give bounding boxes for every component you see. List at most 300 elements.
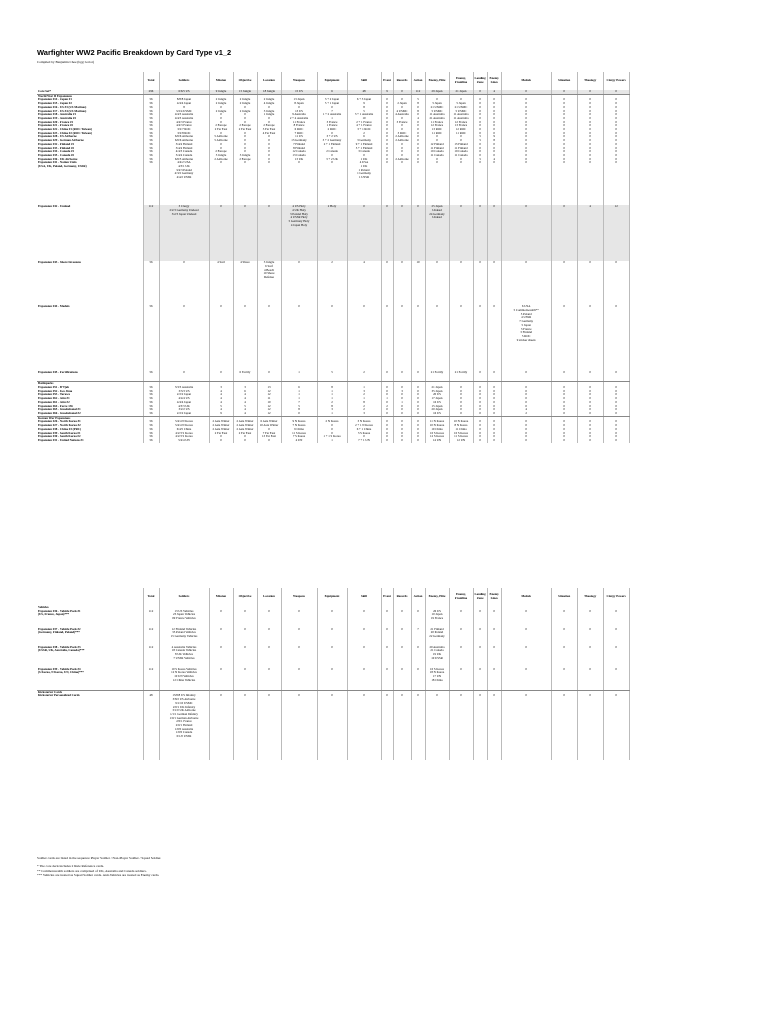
- table-cell: 2 ROC: [317, 128, 347, 132]
- table-cell: 0: [257, 121, 281, 125]
- table-cell: 2: [347, 393, 381, 397]
- table-cell: 0: [603, 610, 629, 628]
- table-cell: 3 + 2 Germany: [317, 139, 347, 143]
- table-cell: 0: [603, 386, 629, 390]
- table-cell: 0: [209, 147, 233, 151]
- table-cell: 6/6/5 Airborne: [159, 158, 209, 162]
- table-cell: 5 + 1 Finland: [347, 147, 381, 151]
- row-label: Expansion #19 - Australia #2: [38, 116, 76, 120]
- table-cell: 10 S Korea 18 N Korea 17 UN 18 China: [425, 668, 449, 691]
- row-label: Expansion #26 - North Korea #1: [38, 420, 81, 424]
- table-cell: 0: [551, 386, 577, 390]
- table-cell: 10 S Korea: [449, 432, 473, 436]
- table-cell: 0: [317, 424, 347, 428]
- table-cell: 6: [347, 135, 381, 139]
- table-cell: 1 France: [317, 124, 347, 128]
- table-cell: 0: [381, 117, 393, 121]
- table-cell: 0: [473, 424, 487, 428]
- table-cell: 8: [347, 401, 381, 405]
- table-cell: 0: [473, 261, 487, 305]
- table-cell: 3 Canada: [347, 150, 381, 154]
- table-cell: 0: [393, 143, 411, 147]
- table-cell: 12 UN: [449, 439, 473, 443]
- table-cell: 12: [257, 393, 281, 397]
- table-cell: 0: [551, 432, 577, 436]
- table-cell: 4 USMC: [393, 110, 411, 114]
- column-header: Landing Zone: [473, 588, 487, 606]
- table-row: [37, 305, 629, 371]
- table-cell: 0: [501, 161, 551, 205]
- table-cell: 0: [487, 424, 501, 428]
- table-cell: 0: [381, 102, 393, 106]
- table-cell: 0: [317, 668, 347, 691]
- column-header: Skill: [347, 72, 381, 90]
- table-cell: 5 Airborne: [209, 135, 233, 139]
- table-cell: 0: [603, 412, 629, 416]
- table-cell: 0: [577, 113, 603, 117]
- table-cell: 0: [411, 432, 425, 436]
- table-cell: 0: [393, 432, 411, 436]
- table-cell: 0: [393, 397, 411, 401]
- table-cell: 0: [551, 390, 577, 394]
- table-cell: 0: [551, 401, 577, 405]
- table-cell: 0: [473, 408, 487, 412]
- table-cell: 0: [393, 610, 411, 628]
- table-cell: 5: [233, 405, 257, 409]
- row-label: Expansion #52 - Iwo Jima: [38, 389, 73, 393]
- table-cell: 2 Airborne: [393, 135, 411, 139]
- table-cell: 0: [473, 150, 487, 154]
- table-cell: 56: [143, 128, 159, 132]
- table-cell: 0: [473, 405, 487, 409]
- table-cell: 1 UK: [347, 158, 381, 162]
- table-cell: 48: [143, 694, 159, 760]
- footnote: ** Commonwealth soldiers are comprised of UK, Australia and Canada soldiers.: [37, 868, 147, 873]
- footnote: *** Vehicles are treated as Squad Soldier cards. Anti-Vehicles are treated as Enemy cards.: [37, 873, 160, 878]
- table-cell: 8 Finland: [281, 147, 317, 151]
- table-cell: 0: [551, 128, 577, 132]
- table-cell: 13 Finland: [449, 143, 473, 147]
- table-cell: 0: [487, 408, 501, 412]
- table-cell: 56: [143, 158, 159, 162]
- table-cell: 11 ROC: [449, 132, 473, 136]
- table-cell: 0: [209, 371, 233, 382]
- table-cell: 1 Jungle: [257, 113, 281, 117]
- table-cell: 1: [381, 397, 393, 401]
- table-cell: 1: [317, 393, 347, 397]
- footnote: * The core deck includes 2 Rule Reference cards.: [37, 864, 105, 869]
- table-cell: 4 Surf: [209, 261, 233, 305]
- table-cell: 13 US Vehicles 23 Japan Vehicles 09 France Vehicles: [159, 610, 209, 628]
- table-cell: 0: [209, 143, 233, 147]
- table-cell: 20 Australia 21 Canada 19 UK 10 USSR: [425, 646, 449, 668]
- table-cell: 0: [501, 424, 551, 428]
- row-label: Expansion #23 - China #2 (ROC Taiwan): [38, 131, 92, 135]
- column-header: Objective: [233, 72, 257, 90]
- table-cell: 0: [603, 117, 629, 121]
- row-label: Expansion #32 - Finland #1: [38, 142, 75, 146]
- table-cell: 0: [487, 98, 501, 102]
- table-cell: 0: [603, 98, 629, 102]
- table-cell: 0: [577, 393, 603, 397]
- table-cell: 0: [603, 390, 629, 394]
- table-cell: 0: [233, 439, 257, 443]
- table-cell: 0: [411, 139, 425, 143]
- table-cell: 2 Jungle: [209, 102, 233, 106]
- table-cell: 8: [487, 139, 501, 143]
- table-cell: 0: [501, 139, 551, 143]
- table-cell: 56: [143, 412, 159, 416]
- table-cell: 0: [393, 435, 411, 439]
- table-cell: 0: [347, 694, 381, 760]
- table-cell: 0: [381, 646, 393, 668]
- table-cell: 56: [143, 397, 159, 401]
- table-cell: 296: [143, 90, 159, 94]
- table-cell: 2: [381, 405, 393, 409]
- table-cell: 56: [143, 408, 159, 412]
- row-label: Expansion #43 - Shore Invasions: [38, 261, 81, 265]
- table-cell: 0: [381, 161, 393, 205]
- table-cell: 0: [577, 424, 603, 428]
- table-cell: 0: [233, 106, 257, 110]
- table-cell: 0: [209, 435, 233, 439]
- table-cell: 0: [577, 143, 603, 147]
- table-cell: 0: [411, 408, 425, 412]
- table-cell: 1: [317, 390, 347, 394]
- table-cell: 56: [143, 132, 159, 136]
- footnote: Soldier cards are listed in the sequence Player Soldier / Non-Player Soldier / Squad Soldier.: [37, 856, 162, 860]
- table-cell: 0: [381, 124, 393, 128]
- page-header: [37, 48, 231, 64]
- table-cell: 0: [233, 205, 257, 261]
- table-cell: 0: [449, 628, 473, 646]
- table-cell: 11 Australia: [425, 113, 449, 117]
- table-cell: 0: [233, 143, 257, 147]
- table-cell: 3/4/4 Finland: [159, 143, 209, 147]
- row-label: Expansion #27 - North Korea #2: [38, 424, 81, 428]
- table-cell: 0: [473, 102, 487, 106]
- table-cell: 0: [603, 110, 629, 114]
- table-cell: 0: [449, 393, 473, 397]
- table-cell: 0: [473, 390, 487, 394]
- table-cell: 8 N Korea: [449, 424, 473, 428]
- table-cell: 56: [143, 305, 159, 371]
- table-cell: 0: [381, 154, 393, 158]
- table-cell: 4: [577, 205, 603, 261]
- table-cell: 0: [501, 98, 551, 102]
- table-cell: 0: [501, 128, 551, 132]
- table-cell: 0: [603, 161, 629, 205]
- table-cell: 4 Jungle: [257, 102, 281, 106]
- table-cell: 3 Clergy 2/2/3 Germany Undead 3/2/3 Japan Undead: [159, 205, 209, 261]
- table-cell: 5 Airborne: [209, 139, 233, 143]
- table-cell: 10 N Korea: [425, 424, 449, 428]
- table-cell: 0: [501, 150, 551, 154]
- table-cell: 4/4/3 France: [159, 124, 209, 128]
- table-cell: 0: [257, 205, 281, 261]
- table-cell: 4/4/4 Japan: [159, 401, 209, 405]
- table-cell: 13: [257, 386, 281, 390]
- table-cell: 0: [411, 154, 425, 158]
- table-cell: 19 Canada: [449, 150, 473, 154]
- table-cell: 26 US 10 Japan 19 France: [425, 610, 449, 628]
- table-cell: 0: [411, 401, 425, 405]
- table-cell: 0: [551, 110, 577, 114]
- table-cell: 0: [551, 694, 577, 760]
- table-cell: 0: [281, 628, 317, 646]
- table-cell: 0: [425, 98, 449, 102]
- table-cell: 56: [143, 393, 159, 397]
- table-cell: 4: [233, 397, 257, 401]
- table-cell: 0: [603, 113, 629, 117]
- table-cell: 0: [281, 694, 317, 760]
- table-cell: 0: [551, 113, 577, 117]
- table-cell: 0: [393, 628, 411, 646]
- table-cell: 3 Jungle: [233, 154, 257, 158]
- row-label: Expansion #39 - South Korea #1: [38, 431, 81, 435]
- table-cell: 0: [603, 694, 629, 760]
- table-cell: 0: [449, 408, 473, 412]
- table-cell: 0: [551, 121, 577, 125]
- row-label: Korean War Expansions: [38, 416, 71, 420]
- table-cell: 0: [209, 106, 233, 110]
- table-cell: 4 Australia Vehicles 18 Canada Vehicles 8 UK Vehicles 7 USSR Vehicles: [159, 646, 209, 668]
- table-cell: 0: [603, 139, 629, 143]
- table-cell: 11 ROC: [425, 132, 449, 136]
- table-cell: 0: [317, 106, 347, 110]
- table-cell: 0: [233, 132, 257, 136]
- table-cell: 1: [281, 397, 317, 401]
- table-cell: 0: [501, 397, 551, 401]
- table-cell: 13 Japan: [281, 98, 317, 102]
- table-cell: 0: [473, 412, 487, 416]
- table-cell: 3: [317, 408, 347, 412]
- table-cell: 0: [317, 161, 347, 205]
- column-header: Action: [411, 588, 425, 606]
- table-cell: 1: [317, 439, 347, 443]
- table-cell: 0: [551, 158, 577, 162]
- table-cell: 0: [603, 401, 629, 405]
- table-cell: 0: [551, 139, 577, 143]
- table-cell: 0: [577, 439, 603, 443]
- table-cell: 0: [381, 106, 393, 110]
- table-cell: 2 Far East: [233, 432, 257, 436]
- table-cell: 0: [393, 154, 411, 158]
- table-cell: 19 Canada: [425, 150, 449, 154]
- table-cell: 0: [473, 439, 487, 443]
- table-cell: 13 Canada: [281, 154, 317, 158]
- table-cell: 3: [233, 386, 257, 390]
- table-cell: 0: [393, 439, 411, 443]
- table-cell: 0: [411, 121, 425, 125]
- table-cell: 0: [551, 424, 577, 428]
- table-cell: 3/2/2 US: [159, 408, 209, 412]
- table-cell: 56: [143, 98, 159, 102]
- table-cell: 0: [577, 135, 603, 139]
- table-cell: 0: [449, 405, 473, 409]
- table-cell: 0: [603, 393, 629, 397]
- table-cell: 2 + 1 N Korea: [347, 424, 381, 428]
- table-cell: 0: [209, 113, 233, 117]
- table-cell: 0: [603, 132, 629, 136]
- table-cell: 0: [473, 205, 487, 261]
- table-cell: 0: [551, 305, 577, 371]
- table-cell: 0: [577, 386, 603, 390]
- table-cell: 0: [501, 90, 551, 94]
- row-label: Expansion #17 - US #4 (US Marines): [38, 109, 87, 113]
- table-cell: 0: [381, 401, 393, 405]
- table-cell: 0: [449, 401, 473, 405]
- row-label: Expansion #36 - UK Airborne: [38, 157, 78, 161]
- table-cell: 0: [487, 393, 501, 397]
- table-cell: 0: [393, 646, 411, 668]
- table-cell: 2 Far East: [233, 128, 257, 132]
- table-cell: 2: [317, 401, 347, 405]
- table-cell: 0: [209, 121, 233, 125]
- table-cell: 0: [603, 102, 629, 106]
- table-cell: 9: [347, 102, 381, 106]
- table-row: [37, 439, 629, 443]
- table-cell: 10 S Korea Vehicles 12 N Korea Vehicles 10 UN Vehicles 12 China Vehicles: [159, 668, 209, 691]
- table-cell: 112: [143, 628, 159, 646]
- table-cell: 0: [551, 371, 577, 382]
- table-cell: 56: [143, 113, 159, 117]
- table-cell: 4/4/4 US: [159, 397, 209, 401]
- table-cell: 0: [487, 132, 501, 136]
- table-cell: 5 + 1 Japan: [317, 102, 347, 106]
- table-cell: 7 S Korea: [281, 435, 317, 439]
- table-cell: 0: [501, 390, 551, 394]
- table-cell: 0: [473, 110, 487, 114]
- column-header: Records: [393, 588, 411, 606]
- table-cell: 4/4/3 Australia: [159, 113, 209, 117]
- table-cell: 6/6/6 Airborne: [159, 135, 209, 139]
- table-cell: 0: [257, 161, 281, 205]
- table-cell: 0: [317, 610, 347, 628]
- table-cell: 0: [233, 646, 257, 668]
- table-cell: 2 Canada: [317, 150, 347, 154]
- table-cell: 2 Jungle: [233, 110, 257, 114]
- table-cell: 2: [347, 132, 381, 136]
- table-cell: 0: [233, 150, 257, 154]
- table-cell: 0: [603, 420, 629, 424]
- table-cell: 3 + 2 Japan: [317, 98, 347, 102]
- table-cell: 0: [577, 161, 603, 205]
- column-header: Location: [257, 72, 281, 90]
- table-cell: 0: [411, 397, 425, 401]
- table-cell: 0: [487, 143, 501, 147]
- table-cell: 0: [411, 424, 425, 428]
- table-cell: 0: [551, 397, 577, 401]
- table-cell: 2 Asia Winter: [209, 424, 233, 428]
- table-cell: 0: [281, 646, 317, 668]
- table-cell: 0: [233, 610, 257, 628]
- table-cell: 0: [501, 205, 551, 261]
- table-cell: 0: [551, 439, 577, 443]
- table-cell: 0: [501, 628, 551, 646]
- table-cell: 10 China: [425, 428, 449, 432]
- table-cell: 0: [381, 135, 393, 139]
- table-cell: 2: [317, 261, 347, 305]
- table-cell: 2 Jungle: [233, 102, 257, 106]
- table-cell: 0: [501, 117, 551, 121]
- table-cell: 0: [603, 432, 629, 436]
- table-cell: 0: [603, 439, 629, 443]
- table-cell: 0: [381, 628, 393, 646]
- column-header: Weapons: [281, 588, 317, 606]
- table-cell: 7 Finland: [281, 143, 317, 147]
- column-header: Enemy, Elite: [425, 588, 449, 606]
- column-header: Soldiers: [159, 72, 209, 90]
- table-cell: 11 France: [281, 121, 317, 125]
- table-cell: 0: [501, 102, 551, 106]
- table-cell: 0: [551, 668, 577, 691]
- table-cell: 0: [317, 694, 347, 760]
- table-cell: 0: [381, 132, 393, 136]
- table-cell: 0: [603, 121, 629, 125]
- table-cell: 2 N Korea: [317, 420, 347, 424]
- table-cell: 56: [143, 154, 159, 158]
- row-label: Expansion #61 - Attu #2: [38, 400, 70, 404]
- table-cell: 21 Fortify: [449, 371, 473, 382]
- table-cell: 5: [347, 110, 381, 114]
- table-cell: 11 N Korea: [425, 420, 449, 424]
- table-cell: 0: [551, 261, 577, 305]
- table-cell: 3 + 2 US: [317, 135, 347, 139]
- table-cell: 2 Jungle: [209, 98, 233, 102]
- table-row: [37, 694, 629, 760]
- row-label: World War II Expansions: [38, 94, 73, 98]
- table-cell: 0: [449, 98, 473, 102]
- table-cell: 0: [577, 110, 603, 114]
- table-cell: 0: [393, 161, 411, 205]
- table-cell: 8 Japan: [281, 102, 317, 106]
- table-cell: 0: [487, 113, 501, 117]
- table-cell: 0: [487, 106, 501, 110]
- table-cell: 0: [381, 98, 393, 102]
- page-subtitle: Compiled by Benjamin Chee (bgg: lector): [37, 60, 95, 64]
- table-cell: 0: [577, 121, 603, 125]
- breakdown-table-main: [37, 72, 630, 443]
- table-cell: 0: [577, 261, 603, 305]
- table-cell: 0: [551, 405, 577, 409]
- table-cell: 0: [381, 371, 393, 382]
- table-cell: 0: [381, 110, 393, 114]
- table-cell: 0: [381, 393, 393, 397]
- table-cell: 0: [603, 158, 629, 162]
- table-cell: 6/6/5 US: [159, 90, 209, 94]
- table-cell: 1: [317, 412, 347, 416]
- table-cell: 0: [501, 435, 551, 439]
- table-cell: 0: [449, 205, 473, 261]
- table-cell: 0: [393, 412, 411, 416]
- table-cell: 1: [281, 393, 317, 397]
- table-cell: 0: [551, 428, 577, 432]
- table-cell: 0: [577, 405, 603, 409]
- table-cell: 0: [347, 668, 381, 691]
- table-cell: 4/4/3 France: [159, 121, 209, 125]
- column-header: Location: [257, 588, 281, 606]
- table-cell: 0: [551, 98, 577, 102]
- table-cell: 0: [381, 386, 393, 390]
- table-cell: 11 US: [281, 135, 317, 139]
- table-cell: 0: [257, 117, 281, 121]
- table-cell: 3/2/8 ROC: [159, 132, 209, 136]
- table-cell: 2 Far East: [209, 432, 233, 436]
- table-cell: 2 Europe: [233, 124, 257, 128]
- table-cell: 0: [551, 628, 577, 646]
- table-cell: 0: [501, 135, 551, 139]
